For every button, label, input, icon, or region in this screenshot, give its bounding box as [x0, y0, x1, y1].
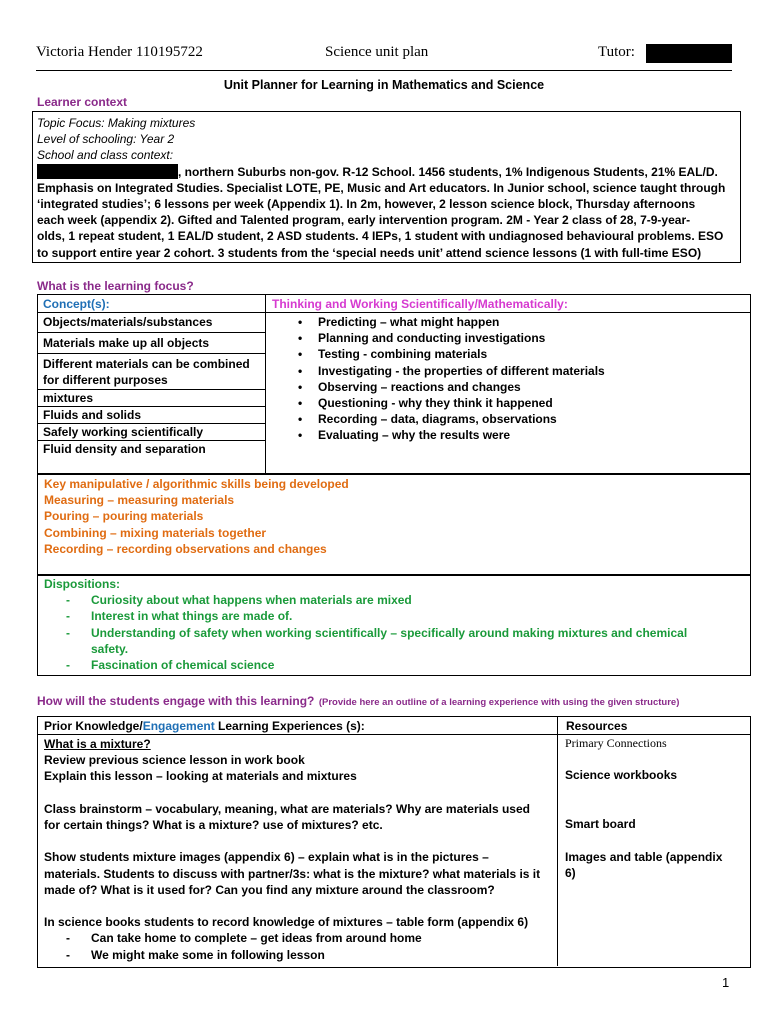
dispositions-section: [44, 576, 744, 673]
context-line-4: each week (appendix 2). Gifted and Talented program, early intervention program. 2M - Year 2 class of 28, 7-9-year-: [37, 213, 691, 228]
header-rule: [36, 70, 732, 71]
thinking-item: • Evaluating – why the results were: [266, 427, 746, 443]
experience-line: Show students mixture images (appendix 6) – explain what is in the pictures –: [44, 850, 489, 865]
thinking-item: • Planning and conducting investigations: [266, 330, 746, 346]
learner-context-heading: Learner context: [37, 95, 128, 109]
learner-context-box: [32, 111, 741, 263]
skills-heading: Key manipulative / algorithmic skills being developed: [44, 477, 349, 491]
context-line-5: olds, 1 repeat student, 1 EAL/D student, 2 ASD students. 4 IEPs, 1 student with undiagnosed behavioural problems. ESO: [37, 229, 724, 244]
page-title: Unit Planner for Learning in Mathematics and Science: [223, 78, 545, 92]
experiences-body: [44, 736, 552, 963]
engagement-heading-row: [37, 692, 679, 710]
skill-item: Combining – mixing materials together: [44, 525, 267, 540]
context-line-3: ‘integrated studies’; 6 lessons per week (Appendix 1). In 2m, however, 2 lesson science block, Thursday afternoons: [37, 197, 696, 212]
concept-item: Different materials can be combined for different purposes: [43, 357, 250, 388]
learning-focus-table: [37, 294, 751, 676]
thinking-item: • Observing – reactions and changes: [266, 379, 746, 395]
disposition-item: - Interest in what things are made of.: [38, 608, 708, 624]
document-title: Science unit plan: [325, 44, 429, 60]
disposition-item: - Understanding of safety when working scientifically – specifically around making mixtures and chemical safety.: [38, 625, 708, 657]
experience-subheading: What is a mixture?: [44, 737, 151, 751]
concepts-header: Concept(s):: [43, 297, 110, 311]
level-of-schooling: Level of schooling: Year 2: [37, 132, 175, 147]
skill-item: Recording – recording observations and changes: [44, 541, 327, 556]
experience-line: In science books students to record knowledge of mixtures – table form (appendix 6): [44, 915, 529, 930]
redacted-tutor-name: [646, 44, 732, 63]
context-line-6: to support entire year 2 cohort. 3 students from the ‘special needs unit’ attend science lessons (1 with full-time ESO): [37, 245, 702, 260]
experience-line: Explain this lesson – looking at materials and mixtures: [44, 769, 357, 784]
experience-sub-list: [38, 930, 552, 962]
concept-item: mixtures: [43, 391, 94, 405]
resource-item: Smart board: [565, 817, 636, 831]
page-number: 1: [722, 975, 730, 990]
experience-line: materials. Students to discuss with partner/3s: what is the mixture? what materials is it: [44, 866, 541, 881]
thinking-item: • Predicting – what might happen: [266, 314, 746, 330]
engagement-heading: How will the students engage with this learning?: [37, 694, 315, 708]
concept-item: Safely working scientifically: [43, 425, 204, 439]
thinking-list: [266, 314, 746, 444]
concept-item: Fluid density and separation: [43, 442, 206, 456]
learning-focus-heading: What is the learning focus?: [37, 279, 194, 293]
skill-item: Pouring – pouring materials: [44, 509, 204, 524]
experiences-header: Prior Knowledge/Engagement Learning Experiences (s):: [44, 719, 365, 733]
thinking-item: • Questioning - why they think it happened: [266, 395, 746, 411]
context-line-1: , northern Suburbs non-gov. R-12 School. 1456 students, 1% Indigenous Students, 21% EAL/D.: [37, 164, 740, 180]
experience-line: for certain things? What is a mixture? use of mixtures? etc.: [44, 818, 383, 832]
experience-line: made of? What is it used for? Can you find any mixture around the classroom?: [44, 882, 495, 897]
resource-item: Primary Connections: [565, 736, 667, 750]
dispositions-list: [38, 592, 708, 673]
skills-section: [44, 476, 349, 557]
concept-item: Fluids and solids: [43, 408, 142, 422]
experience-sub-item: - We might make some in following lesson: [38, 947, 552, 963]
resources-header: Resources: [566, 719, 628, 733]
thinking-item: • Recording – data, diagrams, observations: [266, 411, 746, 427]
disposition-item: - Curiosity about what happens when materials are mixed: [38, 592, 708, 608]
experience-sub-item: - Can take home to complete – get ideas from around home: [38, 930, 552, 946]
resource-item: Science workbooks: [565, 768, 678, 782]
disposition-item: - Fascination of chemical science: [38, 657, 708, 673]
experiences-table: [37, 716, 751, 968]
school-context-label: School and class context:: [37, 148, 174, 163]
resource-item: Images and table (appendix 6): [565, 850, 723, 881]
concept-item: Objects/materials/substances: [43, 315, 213, 329]
skill-item: Measuring – measuring materials: [44, 493, 235, 508]
author-name: Victoria Hender 110195722: [36, 44, 203, 60]
topic-focus: Topic Focus: Making mixtures: [37, 116, 196, 130]
thinking-item: • Investigating - the properties of different materials: [266, 363, 746, 379]
thinking-item: • Testing - combining materials: [266, 346, 746, 362]
concept-item: Materials make up all objects: [43, 336, 210, 350]
context-line-2: Emphasis on Integrated Studies. Specialist LOTE, PE, Music and Art educators. In Junior school, science taught through: [37, 180, 726, 195]
dispositions-heading: Dispositions:: [44, 577, 121, 591]
experience-line: Class brainstorm – vocabulary, meaning, what are materials? Why are materials used: [44, 801, 530, 816]
tutor-label: Tutor:: [598, 44, 635, 60]
thinking-header: Thinking and Working Scientifically/Mathematically:: [272, 297, 568, 311]
redacted-school-name: [37, 164, 178, 179]
engagement-note: (Provide here an outline of a learning experience with using the given structure): [318, 697, 680, 708]
experience-line: Review previous science lesson in work book: [44, 753, 305, 768]
